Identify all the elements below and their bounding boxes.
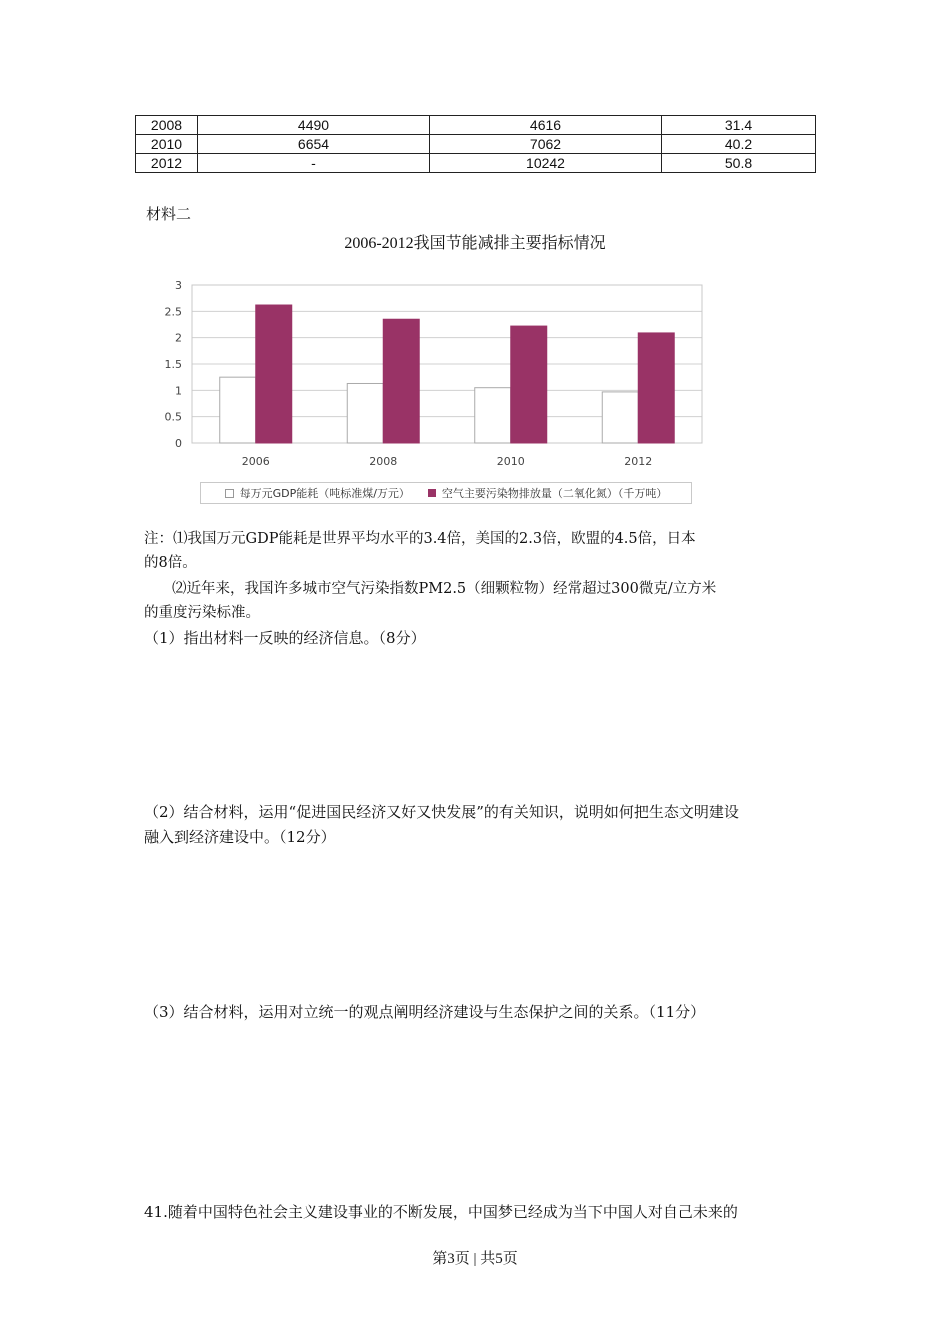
page-footer: 第3页 | 共5页 [432,1251,518,1267]
note-2-line-2: 的重度污染标准。 [144,605,260,621]
note-1-line-1: 注：⑴我国万元GDP能耗是世界平均水平的3.4倍，美国的2.3倍，欧盟的4.5倍，日本 [144,531,696,547]
y-tick-label: 3 [175,279,182,292]
legend-item-energy: 每万元GDP能耗（吨标准煤/万元） [239,487,410,500]
table-cell: 31.4 [662,116,816,135]
chart-svg [148,268,708,478]
question-2-line-1: （2）结合材料，运用“促进国民经济又好又快发展”的有关知识，说明如何把生态文明建设 [144,803,739,821]
bar-energy [220,377,256,443]
table-row [136,116,816,135]
note-1 [144,527,808,575]
note-2 [144,577,808,625]
table-cell: 2012 [136,154,198,173]
table-cell: 2008 [136,116,198,135]
bar-energy [602,392,638,443]
x-tick-label: 2006 [241,455,270,468]
bar-pollution [256,305,292,443]
bar-energy [475,388,511,443]
x-tick-label: 2012 [624,455,653,468]
question-41: 41.随着中国特色社会主义建设事业的不断发展，中国梦已经成为当下中国人对自己未来的 [144,1203,738,1221]
note-2-line-1: ⑵近年来，我国许多城市空气污染指数PM2.5（细颗粒物）经常超过300微克/立方米 [172,581,717,597]
material-two-label: 材料二 [146,205,192,223]
y-tick-label: 1 [175,384,182,398]
y-tick-label: 2.5 [164,305,182,319]
table-cell: 50.8 [662,154,816,173]
table-cell: 2010 [136,135,198,154]
bar-energy [347,383,383,443]
bar-pollution [511,326,547,443]
table-row [136,154,816,173]
table-cell: - [198,154,430,173]
bar-pollution [383,319,419,443]
question-1: （1）指出材料一反映的经济信息。（8分） [144,629,426,647]
x-tick-label: 2010 [496,455,525,468]
bar-chart [148,268,708,508]
y-tick-label: 1.5 [164,358,182,371]
legend-swatch-energy [225,489,234,498]
table-cell: 4616 [430,116,662,135]
y-tick-label: 2 [175,331,182,345]
table-cell: 10242 [430,154,662,173]
table-row [136,135,816,154]
note-1-line-2: 的8倍。 [144,555,197,571]
y-tick-label: 0.5 [164,410,182,424]
table-cell: 4490 [198,116,430,135]
x-tick-label: 2008 [369,455,398,468]
legend-swatch-pollution [428,489,436,497]
table-cell: 6654 [198,135,430,154]
question-3: （3）结合材料，运用对立统一的观点阐明经济建设与生态保护之间的关系。（11分） [144,1003,706,1021]
table-cell: 40.2 [662,135,816,154]
chart-legend [200,482,692,504]
table-cell: 7062 [430,135,662,154]
question-2 [144,800,814,850]
bar-pollution [638,333,674,443]
chart-title: 2006-2012我国节能减排主要指标情况 [344,235,606,252]
data-table [135,115,816,173]
y-tick-label: 0 [175,437,182,450]
question-2-line-2: 融入到经济建设中。（12分） [144,828,336,846]
legend-item-pollution: 空气主要污染物排放量（二氧化氮）（千万吨） [441,487,668,500]
